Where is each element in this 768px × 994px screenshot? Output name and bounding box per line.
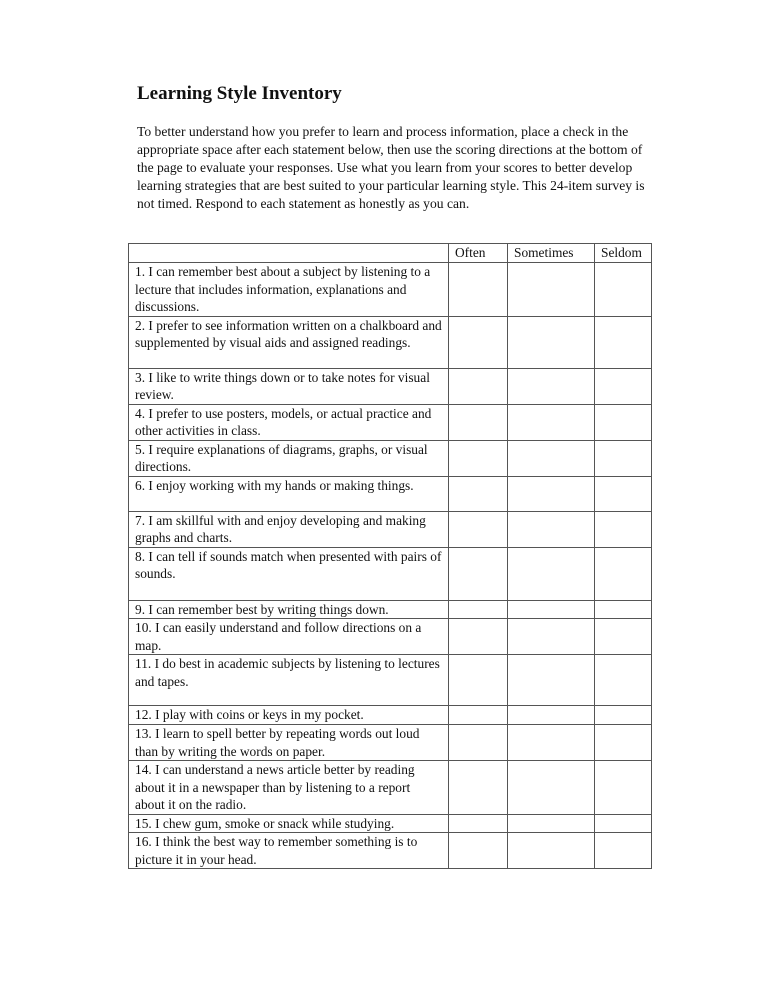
seldom-checkbox-cell[interactable] xyxy=(595,833,652,869)
seldom-checkbox-cell[interactable] xyxy=(595,316,652,368)
often-checkbox-cell[interactable] xyxy=(449,440,508,476)
often-checkbox-cell[interactable] xyxy=(449,655,508,706)
statement-cell: 1. I can remember best about a subject by listening to a lecture that includes information, explanations and discussions. xyxy=(129,263,449,317)
sometimes-checkbox-cell[interactable] xyxy=(508,404,595,440)
sometimes-checkbox-cell[interactable] xyxy=(508,725,595,761)
often-checkbox-cell[interactable] xyxy=(449,619,508,655)
sometimes-checkbox-cell[interactable] xyxy=(508,476,595,511)
often-checkbox-cell[interactable] xyxy=(449,263,508,317)
sometimes-checkbox-cell[interactable] xyxy=(508,706,595,725)
table-row xyxy=(129,619,652,655)
table-row xyxy=(129,600,652,619)
sometimes-checkbox-cell[interactable] xyxy=(508,440,595,476)
sometimes-checkbox-cell[interactable] xyxy=(508,619,595,655)
sometimes-checkbox-cell[interactable] xyxy=(508,263,595,317)
sometimes-checkbox-cell[interactable] xyxy=(508,368,595,404)
seldom-checkbox-cell[interactable] xyxy=(595,263,652,317)
seldom-checkbox-cell[interactable] xyxy=(595,476,652,511)
table-row xyxy=(129,814,652,833)
statement-cell: 11. I do best in academic subjects by listening to lectures and tapes. xyxy=(129,655,449,706)
sometimes-checkbox-cell[interactable] xyxy=(508,761,595,815)
statement-cell: 12. I play with coins or keys in my pocket. xyxy=(129,706,449,725)
often-checkbox-cell[interactable] xyxy=(449,368,508,404)
table-row xyxy=(129,761,652,815)
seldom-checkbox-cell[interactable] xyxy=(595,761,652,815)
seldom-checkbox-cell[interactable] xyxy=(595,368,652,404)
seldom-checkbox-cell[interactable] xyxy=(595,706,652,725)
statement-cell: 8. I can tell if sounds match when presented with pairs of sounds. xyxy=(129,547,449,600)
sometimes-checkbox-cell[interactable] xyxy=(508,316,595,368)
header-often: Often xyxy=(449,244,508,263)
table-row xyxy=(129,476,652,511)
table-row xyxy=(129,404,652,440)
often-checkbox-cell[interactable] xyxy=(449,725,508,761)
often-checkbox-cell[interactable] xyxy=(449,404,508,440)
statement-cell: 2. I prefer to see information written on a chalkboard and supplemented by visual aids and assigned readings. xyxy=(129,316,449,368)
statement-cell: 5. I require explanations of diagrams, graphs, or visual directions. xyxy=(129,440,449,476)
table-row xyxy=(129,316,652,368)
sometimes-checkbox-cell[interactable] xyxy=(508,600,595,619)
table-row xyxy=(129,263,652,317)
seldom-checkbox-cell[interactable] xyxy=(595,404,652,440)
statement-cell: 6. I enjoy working with my hands or making things. xyxy=(129,476,449,511)
seldom-checkbox-cell[interactable] xyxy=(595,440,652,476)
often-checkbox-cell[interactable] xyxy=(449,547,508,600)
statement-cell: 3. I like to write things down or to take notes for visual review. xyxy=(129,368,449,404)
table-row xyxy=(129,440,652,476)
intro-paragraph: To better understand how you prefer to learn and process information, place a check in the appropriate space after each statement below, then use the scoring directions at the bottom of the page to evaluate your responses. Use what you learn from your scores to better develop learning strategies that are best suited to your particular learning style. This 24-item survey is not timed. Respond to each statement as honestly as you can. xyxy=(137,124,645,211)
seldom-checkbox-cell[interactable] xyxy=(595,814,652,833)
seldom-checkbox-cell[interactable] xyxy=(595,619,652,655)
often-checkbox-cell[interactable] xyxy=(449,761,508,815)
header-row xyxy=(129,244,652,263)
table-row xyxy=(129,547,652,600)
sometimes-checkbox-cell[interactable] xyxy=(508,511,595,547)
table-row xyxy=(129,706,652,725)
statement-cell: 14. I can understand a news article better by reading about it in a newspaper than by listening to a report about it on the radio. xyxy=(129,761,449,815)
statement-cell: 13. I learn to spell better by repeating words out loud than by writing the words on paper. xyxy=(129,725,449,761)
often-checkbox-cell[interactable] xyxy=(449,511,508,547)
statement-cell: 4. I prefer to use posters, models, or actual practice and other activities in class. xyxy=(129,404,449,440)
table-row xyxy=(129,833,652,869)
header-statement xyxy=(129,244,449,263)
statement-cell: 9. I can remember best by writing things down. xyxy=(129,600,449,619)
often-checkbox-cell[interactable] xyxy=(449,476,508,511)
often-checkbox-cell[interactable] xyxy=(449,833,508,869)
sometimes-checkbox-cell[interactable] xyxy=(508,547,595,600)
inventory-table xyxy=(128,243,652,869)
table-row xyxy=(129,368,652,404)
sometimes-checkbox-cell[interactable] xyxy=(508,833,595,869)
seldom-checkbox-cell[interactable] xyxy=(595,547,652,600)
statement-cell: 15. I chew gum, smoke or snack while studying. xyxy=(129,814,449,833)
statement-cell: 7. I am skillful with and enjoy developing and making graphs and charts. xyxy=(129,511,449,547)
often-checkbox-cell[interactable] xyxy=(449,316,508,368)
sometimes-checkbox-cell[interactable] xyxy=(508,655,595,706)
seldom-checkbox-cell[interactable] xyxy=(595,600,652,619)
seldom-checkbox-cell[interactable] xyxy=(595,655,652,706)
seldom-checkbox-cell[interactable] xyxy=(595,725,652,761)
page-title: Learning Style Inventory xyxy=(137,83,342,104)
statement-cell: 10. I can easily understand and follow directions on a map. xyxy=(129,619,449,655)
often-checkbox-cell[interactable] xyxy=(449,814,508,833)
often-checkbox-cell[interactable] xyxy=(449,600,508,619)
often-checkbox-cell[interactable] xyxy=(449,706,508,725)
seldom-checkbox-cell[interactable] xyxy=(595,511,652,547)
header-seldom: Seldom xyxy=(595,244,652,263)
sometimes-checkbox-cell[interactable] xyxy=(508,814,595,833)
table-row xyxy=(129,511,652,547)
statement-cell: 16. I think the best way to remember something is to picture it in your head. xyxy=(129,833,449,869)
header-sometimes: Sometimes xyxy=(508,244,595,263)
table-row xyxy=(129,725,652,761)
table-row xyxy=(129,655,652,706)
